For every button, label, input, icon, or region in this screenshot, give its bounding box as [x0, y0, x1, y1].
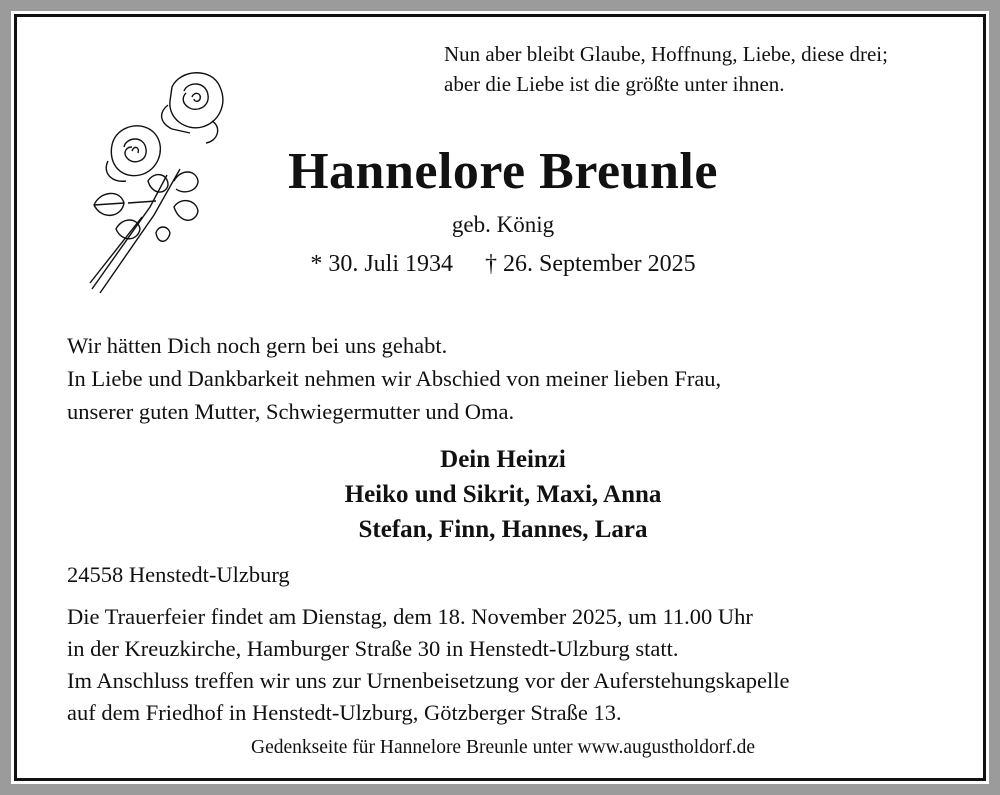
birth-name: geb. König	[451, 212, 555, 237]
memorial-url-link[interactable]: www.augustholdorf.de	[577, 737, 755, 758]
farewell-message	[67, 329, 721, 428]
verse-line: aber die Liebe ist die größte unter ihnen.	[444, 72, 785, 96]
message-line: Wir hätten Dich noch gern bei uns gehabt.	[67, 333, 448, 358]
life-dates	[17, 251, 989, 278]
mourners-list	[17, 442, 989, 547]
birth-date: * 30. Juli 1934	[310, 251, 454, 277]
mourner-line: Stefan, Finn, Hannes, Lara	[358, 516, 648, 543]
bible-verse	[444, 39, 888, 99]
death-date: † 26. September 2025	[485, 251, 696, 277]
deceased-name: Hannelore Breunle	[288, 143, 718, 200]
memorial-prefix: Gedenkseite für Hannelore Breunle unter	[251, 737, 578, 758]
message-line: In Liebe und Dankbarkeit nehmen wir Abschied von meiner lieben Frau,	[67, 366, 722, 391]
location: 24558 Henstedt-Ulzburg	[67, 562, 290, 587]
service-line: Im Anschluss treffen wir uns zur Urnenbeisetzung vor der Auferstehungskapelle	[67, 668, 790, 693]
memorial-page-note	[17, 737, 989, 759]
service-line: Die Trauerfeier findet am Dienstag, dem 18. November 2025, um 11.00 Uhr	[67, 604, 753, 629]
service-line: in der Kreuzkirche, Hamburger Straße 30 in Henstedt-Ulzburg statt.	[67, 636, 679, 661]
verse-line: Nun aber bleibt Glaube, Hoffnung, Liebe, diese drei;	[444, 42, 888, 66]
service-details	[67, 601, 790, 729]
service-line: auf dem Friedhof in Henstedt-Ulzburg, Götzberger Straße 13.	[67, 700, 622, 725]
obituary-frame	[11, 11, 989, 784]
mourner-line: Dein Heinzi	[440, 446, 566, 473]
message-line: unserer guten Mutter, Schwiegermutter und Oma.	[67, 399, 515, 424]
obituary-card	[14, 14, 986, 781]
mourner-line: Heiko und Sikrit, Maxi, Anna	[344, 481, 662, 508]
